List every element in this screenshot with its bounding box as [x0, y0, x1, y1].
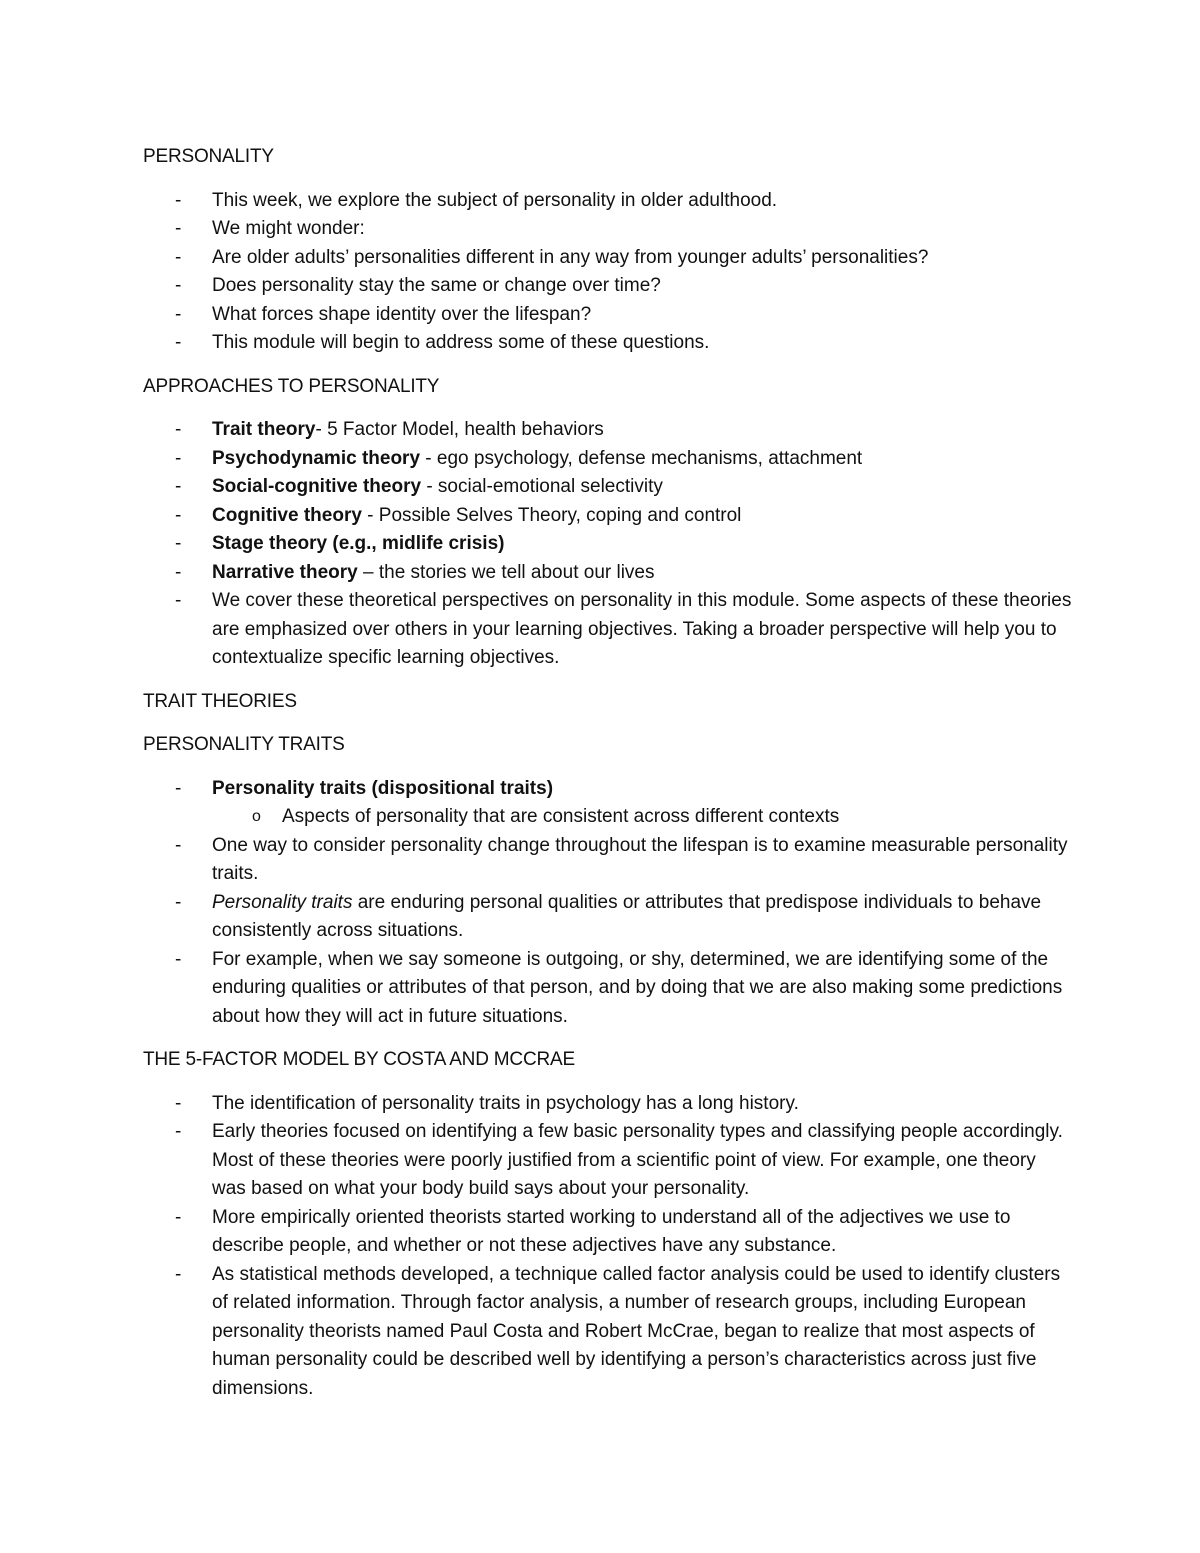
theory-name: Trait theory: [212, 419, 316, 440]
heading-five-factor: THE 5-FACTOR MODEL BY COSTA AND MCCRAE: [143, 1049, 575, 1070]
list-item: - This week, we explore the subject of personality in older adulthood.: [143, 187, 1073, 216]
dash-bullet: -: [175, 447, 182, 469]
list-item: - Trait theory- 5 Factor Model, health behaviors: [143, 416, 1073, 445]
five-factor-list: [143, 1090, 1073, 1404]
dash-bullet: -: [175, 590, 182, 611]
list-item: - Early theories focused on identifying a few basic personality types and classifying people accordingly. Most of these theories were poorly justified from a scientific point of view. For example, one theory was based on what your body build says about your personality.: [143, 1118, 1073, 1204]
sub-list: [212, 803, 1073, 832]
dash-bullet: -: [175, 419, 182, 440]
list-item: - As statistical methods developed, a technique called factor analysis could be used to identify clusters of related information. Through factor analysis, a number of research groups, including European personality theorists named Paul Costa and Robert McCrae, began to realize that most aspects of human personality could be described well by identifying a person’s characteristics across just five dimensions.: [143, 1261, 1073, 1404]
heading-approaches: APPROACHES TO PERSONALITY: [143, 375, 440, 397]
dash-bullet: -: [175, 1263, 182, 1285]
dash-bullet: -: [175, 1206, 182, 1228]
dash-bullet: -: [175, 777, 182, 799]
dash-bullet: -: [175, 246, 182, 268]
list-item: - One way to consider personality change throughout the lifespan is to examine measurable personality traits.: [143, 832, 1073, 889]
list-item: - More empirically oriented theorists started working to understand all of the adjectives we use to describe people, and whether or not these adjectives have any substance.: [143, 1204, 1073, 1261]
dash-bullet: -: [175, 1121, 182, 1142]
list-item: - The identification of personality traits in psychology has a long history.: [143, 1090, 1073, 1119]
list-item: - Personality traits are enduring personal qualities or attributes that predispose individuals to behave consistently across situations.: [143, 889, 1073, 946]
dash-bullet: -: [175, 948, 182, 970]
dash-bullet: -: [175, 218, 182, 239]
sub-list-item: o Aspects of personality that are consistent across different contexts: [212, 803, 1073, 832]
dash-bullet: -: [175, 476, 182, 497]
italic-term: Personality traits: [212, 891, 353, 913]
list-item: - Psychodynamic theory - ego psychology, defense mechanisms, attachment: [143, 445, 1073, 474]
approaches-list: [143, 416, 1073, 673]
list-item: - What forces shape identity over the lifespan?: [143, 301, 1073, 330]
dash-bullet: -: [175, 303, 182, 325]
dash-bullet: -: [175, 834, 182, 856]
dash-bullet: -: [175, 1092, 182, 1114]
list-item: - Does personality stay the same or change over time?: [143, 272, 1073, 301]
term: Personality traits (dispositional traits): [212, 777, 554, 799]
heading-trait-theories: TRAIT THEORIES: [143, 690, 297, 712]
list-item: - This module will begin to address some of these questions.: [143, 329, 1073, 358]
list-item: - We might wonder:: [143, 215, 1073, 244]
personality-traits-list: [143, 775, 1073, 1032]
theory-name: Narrative theory: [212, 561, 358, 583]
list-item: - Cognitive theory - Possible Selves Theory, coping and control: [143, 502, 1073, 531]
theory-name: Stage theory (e.g., midlife crisis): [212, 533, 505, 554]
heading-personality-traits: PERSONALITY TRAITS: [143, 734, 345, 755]
dash-bullet: -: [175, 189, 182, 211]
list-item: - Narrative theory – the stories we tell about our lives: [143, 559, 1073, 588]
list-item: - For example, when we say someone is outgoing, or shy, determined, we are identifying some of the enduring qualities or attributes of that person, and by doing that we are also making some predictions about how they will act in future situations.: [143, 946, 1073, 1032]
dash-bullet: -: [175, 561, 182, 583]
dash-bullet: -: [175, 332, 182, 353]
dash-bullet: -: [175, 891, 182, 913]
list-item: - Social-cognitive theory - social-emotional selectivity: [143, 473, 1073, 502]
document-body: [143, 143, 1073, 1418]
list-item: - Are older adults’ personalities different in any way from younger adults’ personalities?: [143, 244, 1073, 273]
theory-name: Cognitive theory: [212, 504, 362, 526]
list-item: [143, 530, 1073, 559]
circle-bullet: o: [252, 808, 261, 825]
list-item: [143, 775, 1073, 832]
personality-list: [143, 187, 1073, 358]
theory-name: Psychodynamic theory: [212, 447, 421, 469]
dash-bullet: -: [175, 275, 182, 296]
list-item: - We cover these theoretical perspectives on personality in this module. Some aspects of these theories are emphasized over others in your learning objectives. Taking a broader perspective will help you to contextualize specific learning objectives.: [143, 587, 1073, 673]
heading-personality: PERSONALITY: [143, 146, 274, 167]
theory-name: Social-cognitive theory: [212, 476, 422, 497]
dash-bullet: -: [175, 533, 182, 554]
dash-bullet: -: [175, 504, 182, 526]
